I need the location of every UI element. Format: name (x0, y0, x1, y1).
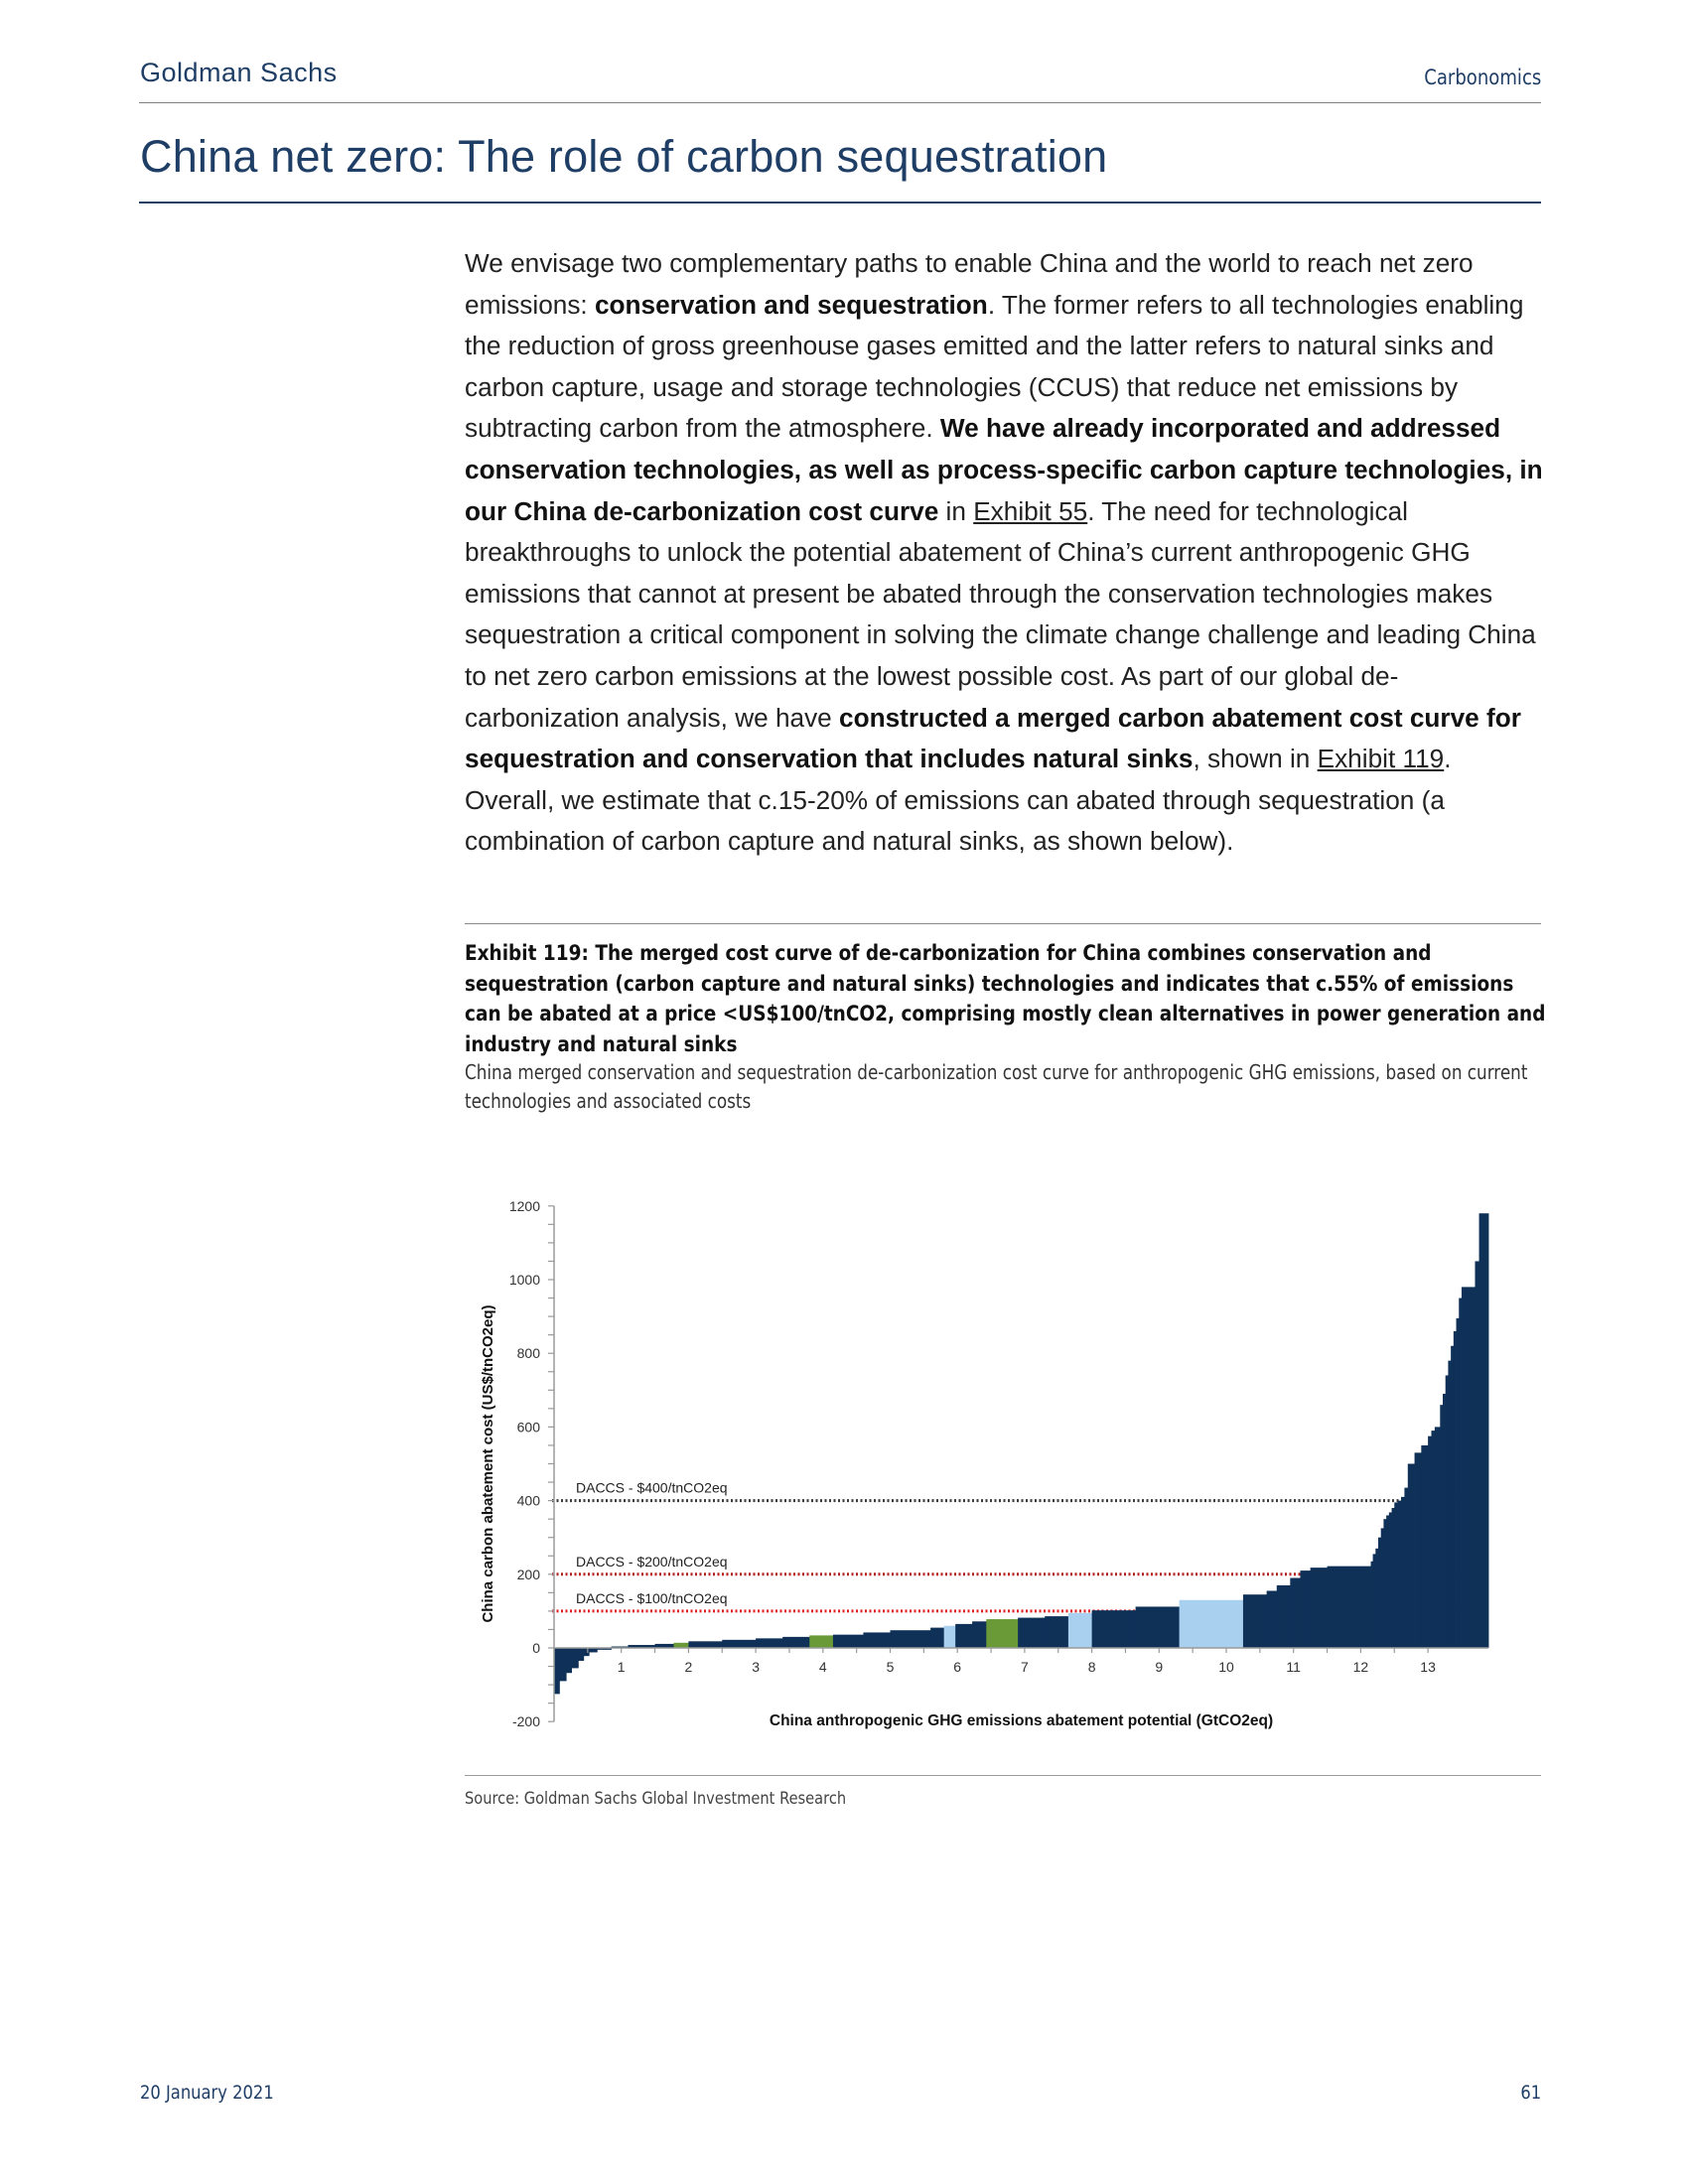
cost-bar (1435, 1427, 1441, 1648)
title-rule (139, 202, 1541, 204)
cost-bar (584, 1648, 590, 1656)
daccs-label: DACCS - $100/tnCO2eq (576, 1589, 728, 1606)
chart-bars (554, 1213, 1488, 1694)
cost-bar (1267, 1590, 1278, 1648)
cost-bar (1092, 1610, 1136, 1648)
body-paragraph (465, 243, 1547, 863)
cost-bar (756, 1638, 782, 1648)
cost-bar (1443, 1394, 1446, 1648)
cost-bar (1068, 1613, 1092, 1648)
cost-curve-chart (465, 1161, 1507, 1757)
cost-bar (1394, 1502, 1398, 1648)
cost-bar (1290, 1578, 1301, 1648)
body-text-6: . Overall, we estimate that c.15-20% of emissions can abated through sequestration (a combination of carbon capture and natural sinks, as shown below). (465, 744, 1452, 857)
x-tick-label: 5 (886, 1659, 895, 1675)
cost-bar (1421, 1445, 1428, 1648)
cost-bar (1462, 1287, 1466, 1648)
x-tick-label: 10 (1218, 1659, 1234, 1675)
y-axis-label: China carbon abatement cost (US$/tnCO2eq) (480, 1304, 496, 1623)
exhibit-subtitle: China merged conservation and sequestration de-carbonization cost curve for anthropogenic GHG emissions, based on current technologies and associated costs (465, 1060, 1528, 1113)
x-tick-label: 2 (684, 1659, 693, 1675)
cost-bar (1389, 1512, 1392, 1648)
cost-bar (1451, 1346, 1454, 1648)
cost-bar (1386, 1515, 1389, 1648)
cost-bar (1378, 1538, 1381, 1648)
y-tick-label: 800 (516, 1345, 540, 1362)
cost-bar (809, 1635, 833, 1648)
cost-bar (1457, 1318, 1460, 1648)
exhibit-top-rule (465, 923, 1541, 924)
cost-bar (1408, 1464, 1415, 1649)
cost-bar (572, 1648, 579, 1668)
cost-bar (674, 1643, 689, 1648)
x-tick-label: 1 (617, 1659, 626, 1675)
body-text-1: We envisage two complementary paths to enable China and the world to reach net zero emissions: (465, 248, 1474, 320)
cost-bar (1392, 1508, 1395, 1648)
cost-bar (1401, 1497, 1405, 1648)
cost-bar (1431, 1431, 1435, 1648)
cost-bar (1428, 1436, 1432, 1648)
cost-bar (1375, 1549, 1378, 1648)
exhibit-119-link[interactable]: Exhibit 119 (1317, 744, 1445, 774)
body-text-2: . The former refers to all technologies enabling the reduction of gross greenhouse gases emitted and the latter refers to natural sinks and carbon capture, usage and storage technologies (CCUS) that reduce net emissions by subtracting carbon from the atmosphere. (465, 289, 1524, 444)
body-bold-1: conservation and sequestration (594, 289, 988, 320)
cost-bar (833, 1635, 864, 1648)
y-tick-label: 1000 (508, 1272, 540, 1288)
brand-name: Goldman Sachs (140, 58, 338, 87)
cost-bar (891, 1630, 931, 1648)
cost-bar (1383, 1519, 1386, 1648)
exhibit-title: Exhibit 119: The merged cost curve of de-carbonization for China combines conservation and sequestration (carbon capture and natural sinks) technologies and indicates that c.55% of emissions can be abated at a price <US$100/tnCO2, comprising mostly clean alternatives in power generation and industry and natural sinks (465, 941, 1546, 1057)
cost-bar (863, 1632, 890, 1648)
cost-bar (722, 1640, 756, 1648)
y-axis-ticks (509, 1198, 554, 1729)
cost-bar (972, 1621, 987, 1648)
cost-bar (1045, 1616, 1068, 1648)
daccs-label: DACCS - $400/tnCO2eq (576, 1479, 728, 1496)
cost-bar (1018, 1618, 1045, 1648)
cost-bar (782, 1637, 809, 1648)
cost-bar (1475, 1261, 1478, 1648)
exhibit-source: Source: Goldman Sachs Global Investment Research (465, 1789, 847, 1809)
exhibit-bottom-rule (465, 1775, 1541, 1776)
cost-bar (1300, 1570, 1311, 1648)
report-series: Carbonomics (1423, 66, 1541, 89)
x-tick-label: 13 (1420, 1659, 1436, 1675)
x-tick-label: 8 (1087, 1659, 1096, 1675)
y-tick-label: 0 (532, 1640, 540, 1656)
x-tick-label: 4 (818, 1659, 827, 1675)
cost-bar (1446, 1375, 1449, 1648)
header-rule (139, 102, 1541, 103)
cost-bar (1243, 1594, 1267, 1648)
page-number: 61 (1520, 2082, 1541, 2104)
body-bold-3: constructed a merged carbon abatement cost curve for sequestration and conservation that includes natural sinks (465, 702, 1521, 774)
x-tick-label: 11 (1286, 1659, 1301, 1675)
x-tick-label: 6 (953, 1659, 962, 1675)
daccs-label: DACCS - $200/tnCO2eq (576, 1553, 728, 1570)
x-axis-ticks (554, 1648, 1436, 1675)
cost-bar (986, 1619, 1018, 1648)
cost-bar (1465, 1287, 1476, 1648)
x-axis-label: China anthropogenic GHG emissions abatement potential (GtCO2eq) (769, 1712, 1274, 1729)
exhibit-55-link[interactable]: Exhibit 55 (973, 495, 1088, 526)
cost-bar (1404, 1488, 1408, 1648)
cost-bar (1277, 1585, 1291, 1648)
cost-bar (688, 1641, 722, 1648)
cost-bar (1459, 1298, 1462, 1648)
cost-bar (1440, 1405, 1443, 1648)
cost-bar (1448, 1361, 1451, 1648)
y-tick-label: -200 (511, 1713, 540, 1730)
cost-bar (559, 1648, 566, 1681)
x-tick-label: 7 (1021, 1659, 1029, 1675)
y-tick-label: 1200 (508, 1197, 540, 1214)
x-tick-label: 3 (752, 1659, 760, 1675)
footer-date: 20 January 2021 (140, 2082, 274, 2104)
page-title: China net zero: The role of carbon sequestration (140, 131, 1108, 182)
y-tick-label: 200 (516, 1566, 540, 1582)
y-tick-label: 600 (516, 1419, 540, 1435)
body-text-3: in (938, 495, 974, 526)
cost-bar (578, 1648, 584, 1661)
y-tick-label: 400 (516, 1492, 540, 1509)
cost-bar (554, 1648, 560, 1694)
cost-bar (566, 1648, 572, 1673)
cost-bar (1311, 1568, 1328, 1648)
cost-bar (930, 1628, 944, 1648)
x-tick-label: 12 (1352, 1659, 1369, 1675)
cost-bar (944, 1626, 956, 1648)
cost-bar (1381, 1528, 1384, 1648)
cost-bar (1415, 1452, 1422, 1648)
body-text-5: , shown in (1193, 744, 1318, 774)
cost-bar (1479, 1213, 1489, 1648)
cost-bar (1328, 1567, 1371, 1648)
x-tick-label: 9 (1155, 1659, 1164, 1675)
cost-bar (1454, 1331, 1457, 1648)
body-text-4: . The need for technological breakthroughs to unlock the potential abatement of China’s current anthropogenic GHG emissions that cannot at present be abated through the conservation technologies makes sequestration a critical component in solving the climate change challenge and leading China to net zero carbon emissions at the lowest possible cost. As part of our global de-carbonization analysis, we have (465, 495, 1536, 733)
cost-bar (955, 1624, 972, 1648)
cost-bar (1398, 1501, 1402, 1648)
cost-bar (1373, 1554, 1376, 1648)
cost-bar (1180, 1600, 1244, 1648)
body-bold-2: We have already incorporated and addressed conservation technologies, as well as process-specific carbon capture technologies, in our China de-carbonization cost curve (465, 413, 1543, 526)
cost-bar (1136, 1606, 1180, 1648)
